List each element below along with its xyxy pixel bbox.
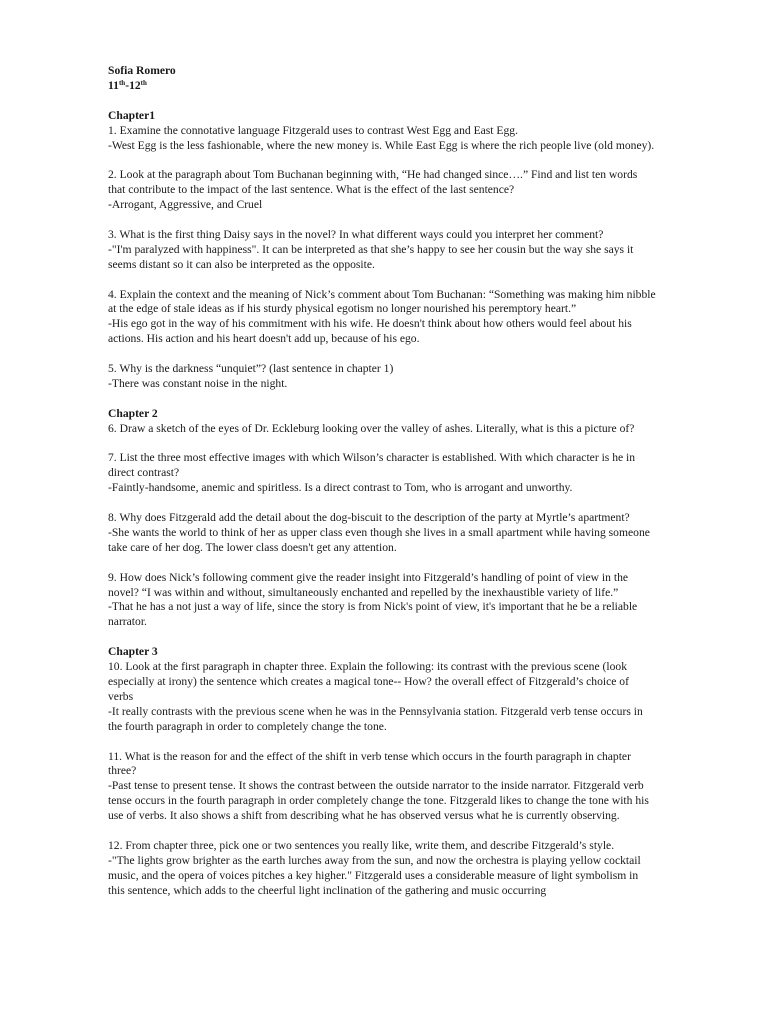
answer-text: -"The lights grow brighter as the earth lurches away from the sun, and now the orchestra is playing yellow cocktail music, and the opera of voices pitches a key higher." Fitzgerald uses a considerable measure of light symbolism in this sentence, which adds to the cheerful light inclination of the gathering and music occurring	[108, 853, 641, 897]
question-block	[108, 511, 656, 556]
answer-text: -West Egg is the less fashionable, where the new money is. While East Egg is where the rich people live (old money).	[108, 138, 655, 152]
grade-end-suffix: th	[140, 78, 147, 87]
question-block	[108, 228, 656, 273]
answer-text: -Faintly-handsome, anemic and spiritless. Is a direct contrast to Tom, who is arrogant and unworthy.	[108, 481, 573, 495]
answer-text: -Past tense to present tense. It shows the contrast between the outside narrator to the inside narrator. Fitzgerald verb tense occurs in the fourth paragraph in order completely change the tone. Fitzgerald likes to change the tone with his use of verbs. It also shows a shift from describing what he has observed versus what he is currently observing.	[108, 779, 649, 823]
student-name: Sofia Romero	[108, 64, 176, 77]
question-text: 8. Why does Fitzgerald add the detail about the dog-biscuit to the description of the party at Myrtle’s apartment?	[108, 511, 630, 525]
grade-end: -12	[125, 78, 141, 92]
question-text: 5. Why is the darkness “unquiet”? (last sentence in chapter 1)	[108, 362, 394, 376]
question-text: 12. From chapter three, pick one or two sentences you really like, write them, and describe Fitzgerald’s style.	[108, 838, 615, 852]
answer-text: -There was constant noise in the night.	[108, 376, 288, 390]
grade-start: 11	[108, 78, 119, 92]
question-text: 1. Examine the connotative language Fitzgerald uses to contrast West Egg and East Egg.	[108, 123, 518, 137]
chapter-heading: Chapter 3	[108, 645, 158, 659]
chapter-heading: Chapter 2	[108, 406, 158, 420]
answer-text: -"I'm paralyzed with happiness". It can be interpreted as that she’s happy to see her cousin but the way she says it seems distant so it can also be interpreted as the opposite.	[108, 242, 634, 271]
question-block	[108, 362, 656, 392]
answer-text: -She wants the world to think of her as upper class even though she lives in a small apartment while having someone take care of her dog. The lower class doesn't get any attention.	[108, 525, 650, 554]
question-text: 11. What is the reason for and the effect of the shift in verb tense which occurs in the fourth paragraph in chapter three?	[108, 749, 631, 778]
question-block	[108, 451, 656, 496]
question-block	[108, 288, 656, 348]
question-block	[108, 750, 656, 825]
document-header	[108, 64, 656, 94]
answer-text: -Arrogant, Aggressive, and Cruel	[108, 198, 263, 212]
question-block	[108, 571, 656, 631]
question-text: 9. How does Nick’s following comment give the reader insight into Fitzgerald’s handling of point of view in the novel? “I was within and without, simultaneously enchanted and repelled by the inexhaustible variety of life.”	[108, 570, 629, 599]
question-text: 7. List the three most effective images with which Wilson’s character is established. With which character is he in direct contrast?	[108, 451, 636, 480]
chapter-2-section	[108, 407, 656, 437]
chapter-1-section	[108, 109, 656, 154]
chapter-3-section	[108, 645, 656, 734]
answer-text: -It really contrasts with the previous scene when he was in the Pennsylvania station. Fitzgerald verb tense occurs in the fourth paragraph in order to completely change the tone.	[108, 704, 643, 733]
question-text: 3. What is the first thing Daisy says in the novel? In what different ways could you interpret her comment?	[108, 227, 604, 241]
question-text: 2. Look at the paragraph about Tom Buchanan beginning with, “He had changed since….” Find and list ten words that contribute to the impact of the last sentence. What is the effect of the last sentence?	[108, 168, 638, 197]
answer-text: -His ego got in the way of his commitment with his wife. He doesn't think about how others would feel about his actions. His action and his heart doesn't add up, because of his ego.	[108, 317, 632, 346]
chapter-heading: Chapter1	[108, 108, 156, 122]
answer-text: -That he has a not just a way of life, since the story is from Nick's point of view, it's important that he be a reliable narrator.	[108, 600, 638, 629]
document-page	[108, 64, 656, 899]
question-block	[108, 839, 656, 899]
question-text: 6. Draw a sketch of the eyes of Dr. Eckleburg looking over the valley of ashes. Literally, what is this a picture of?	[108, 421, 635, 435]
question-block	[108, 168, 656, 213]
grade-level	[108, 79, 656, 94]
question-text: 10. Look at the first paragraph in chapter three. Explain the following: its contrast with the previous scene (look especially at irony) the sentence which creates a magical tone-- How? the overall effect of Fitzgerald’s choice of verbs	[108, 660, 629, 703]
grade-start-suffix: th	[118, 78, 126, 87]
question-text: 4. Explain the context and the meaning of Nick’s comment about Tom Buchanan: “Something was making him nibble at the edge of stale ideas as if his sturdy physical egotism no longer nourished his peremptory heart.”	[108, 287, 656, 316]
